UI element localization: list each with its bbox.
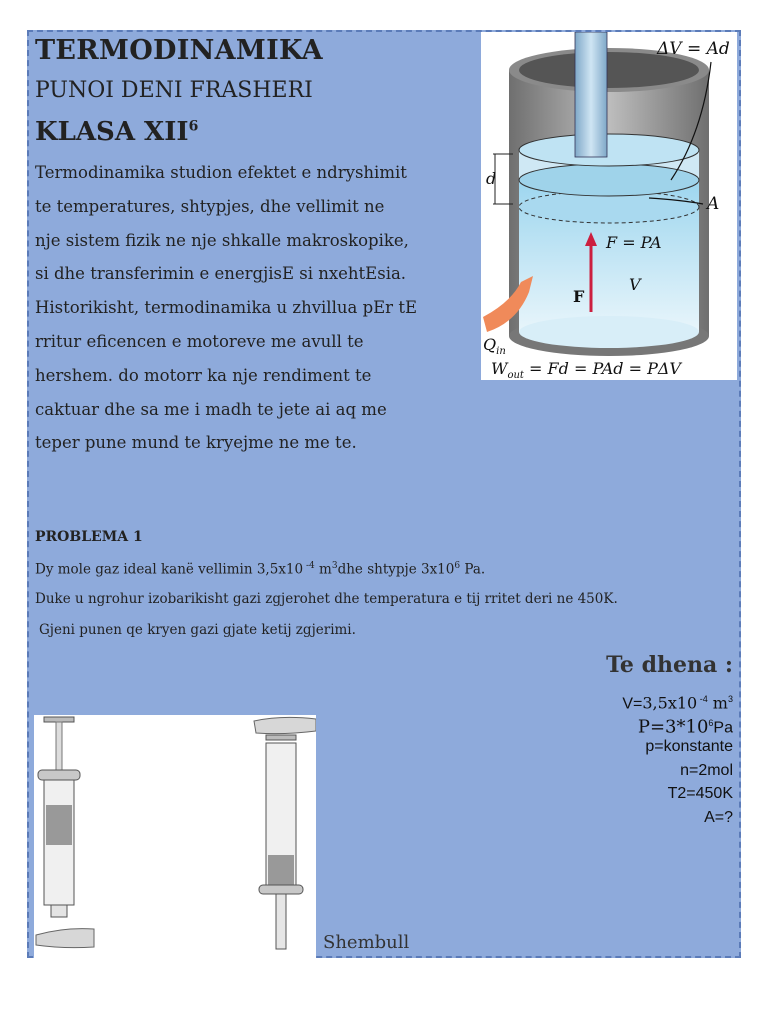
left-plunger-cap (44, 717, 74, 722)
gas-bottom (519, 316, 699, 348)
intro-line: nje sistem fizik ne nje shkalle makroskopike, (35, 230, 409, 250)
left-hand (36, 929, 94, 948)
intro-line: Termodinamika studion efektet e ndryshimit (35, 163, 407, 182)
right-plunger-head (268, 855, 294, 889)
delta-v-label: ΔV = Ad (657, 39, 730, 59)
author-line: PUNOI DENI FRASHERI (35, 78, 313, 103)
intro-line: teper pune mund te kryejme ne me te. (35, 433, 357, 453)
problem-line-3: Gjeni punen qe kryen gazi gjate ketij zgjerimi. (39, 622, 356, 638)
heat-label: $Q_{in}$ (483, 335, 506, 357)
force-vector-label: F (573, 287, 585, 306)
given-data-list (622, 688, 733, 829)
right-flange (259, 885, 303, 894)
problem-line-1: Dy mole gaz ideal kanë vellimin 3,5x10 $^{-4}$ $m^3dhe$ shtypje $3x10^6$ Pa. (35, 561, 486, 578)
given-moles: n=2mol (680, 761, 733, 779)
problem-line-2: Duke u ngrohur izobarikisht gazi zgjerohet dhe temperatura e tij rritet deri ne 450K. (35, 591, 618, 607)
problem-label: PROBLEMA 1 (35, 529, 143, 545)
d-label: d (486, 169, 497, 188)
area-label: A (707, 194, 720, 214)
intro-line: Historikisht, termodinamika u zhvillua pEr tE (35, 298, 417, 318)
piston-lower-face (519, 164, 699, 196)
page-title: TERMODINAMIKA (35, 35, 323, 66)
right-hand (254, 717, 316, 733)
given-pressure: $P=3*10^6Pa$ (637, 715, 733, 737)
class-label: KLASA XII$^6$ (35, 117, 199, 147)
given-unknown-work: A=? (704, 808, 733, 826)
intro-paragraph (35, 156, 465, 460)
left-plunger-rod (56, 722, 62, 770)
volume-label: V (629, 275, 641, 294)
piston-diagram (481, 32, 737, 380)
intro-line: caktuar dhe sa me i madh te jete ai aq me (35, 399, 387, 419)
left-tip (51, 905, 67, 917)
work-equation: $W_{out} = Fd$ = PAd = PΔV (491, 359, 681, 380)
page-panel (27, 30, 741, 958)
given-volume: V=3,5x10 $^{-4}$ $m^3$ (622, 693, 733, 713)
intro-line: te temperatures, shtypjes, dhe vellimit ne (35, 196, 385, 216)
piston-top-face (519, 134, 699, 166)
syringe-illustration (34, 715, 316, 962)
intro-line: hershem. do motorr ka nje rendiment te (35, 365, 372, 385)
intro-line: si dhe transferimin e energjisE si nxehtEsia. (35, 264, 407, 284)
syringe-figure (34, 715, 316, 962)
right-nozzle (276, 894, 286, 949)
piston-cylinder-figure (481, 32, 737, 380)
example-label: Shembull (323, 932, 410, 953)
given-title: Te dhena : (606, 652, 733, 678)
left-flange (38, 770, 80, 780)
piston-rod (575, 32, 607, 157)
given-temperature: T2=450K (667, 785, 733, 802)
intro-line: rritur eficencen e motoreve me avull te (35, 331, 364, 351)
left-plunger-head (46, 805, 72, 845)
right-plunger-cap (266, 735, 296, 740)
force-equation: F = PA (606, 233, 662, 252)
given-constant-pressure: p=konstante (645, 738, 733, 755)
